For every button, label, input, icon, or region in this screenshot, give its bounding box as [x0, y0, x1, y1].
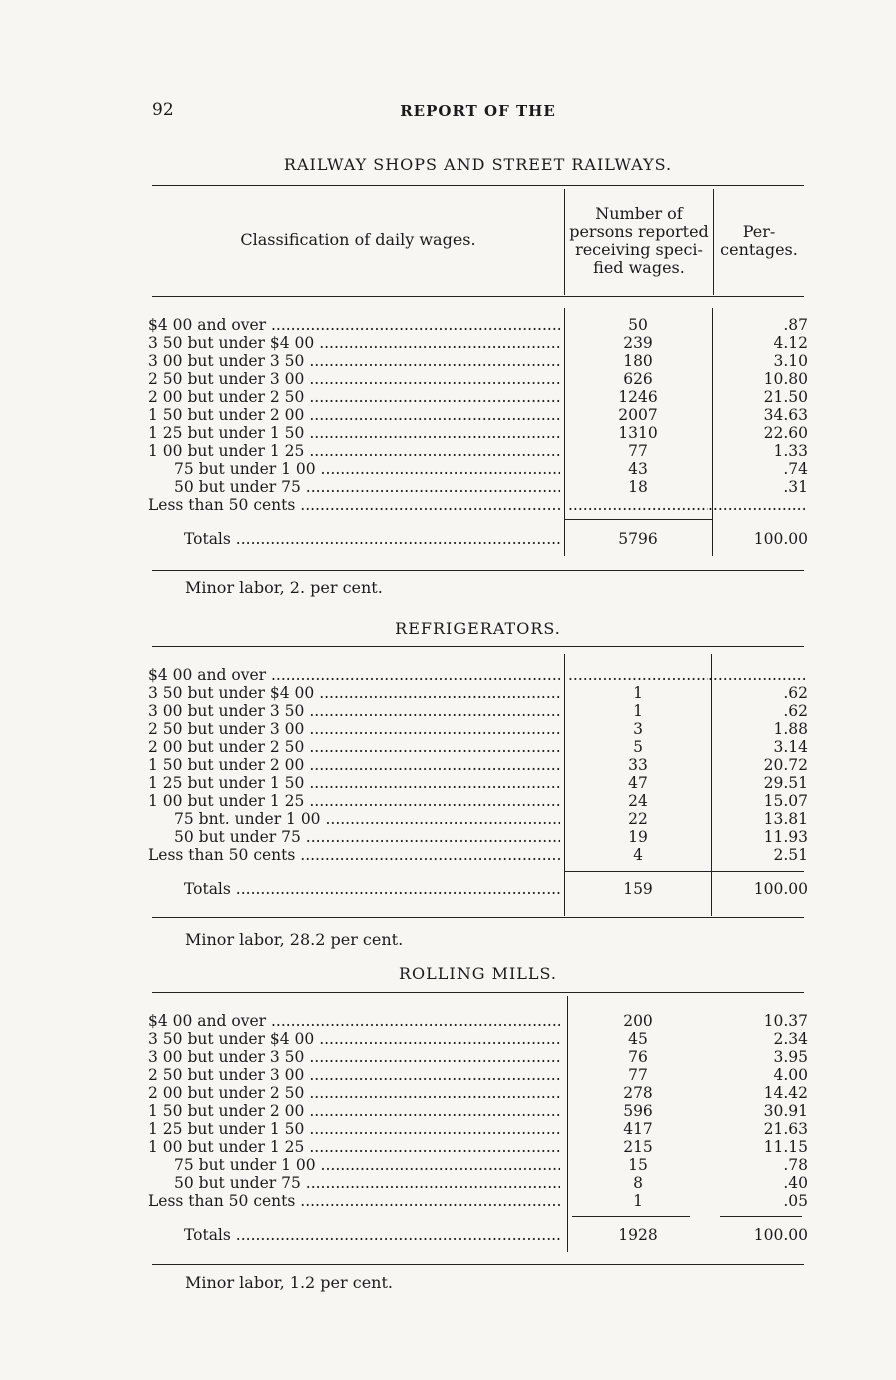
table-row: $4 00 and over ..... 200 10.37 [148, 1012, 808, 1030]
table-row: 75 but under 1 00 ..... 43 .74 [148, 460, 808, 478]
table-row: 2 00 but under 2 50 ..... 278 14.42 [148, 1084, 808, 1102]
table-row: 3 00 but under 3 50 ..... 180 3.10 [148, 352, 808, 370]
table-row: 1 50 but under 2 00 ..... 33 20.72 [148, 756, 808, 774]
footnote: Minor labor, 1.2 per cent. [185, 1273, 393, 1292]
totals-row: Totals ..... 5796 100.00 [148, 530, 808, 548]
column-divider [713, 189, 714, 295]
totals-rule [720, 1216, 802, 1217]
table-row: 50 but under 75 ..... 8 .40 [148, 1174, 808, 1192]
table-row: Less than 50 cents ..... 1 .05 [148, 1192, 808, 1210]
totals-rule [572, 1216, 690, 1217]
table-rule [152, 1264, 804, 1265]
column-divider [564, 189, 565, 295]
table-row: 2 50 but under 3 00 ..... 3 1.88 [148, 720, 808, 738]
table-row: Less than 50 cents ..... 4 2.51 [148, 846, 808, 864]
table-row: 1 25 but under 1 50 ..... 1310 22.60 [148, 424, 808, 442]
table-row: 1 50 but under 2 00 ..... 596 30.91 [148, 1102, 808, 1120]
totals-row: Totals ..... 159 100.00 [148, 880, 808, 898]
table-rule [152, 185, 804, 186]
table-rule [152, 570, 804, 571]
table-row: 50 but under 75 ..... 19 11.93 [148, 828, 808, 846]
table-row: $4 00 and over ..... ..... ..... [148, 666, 808, 684]
totals-row: Totals ..... 1928 100.00 [148, 1226, 808, 1244]
column-header-number: Number of persons reported receiving speci- fied wages. [569, 204, 709, 277]
table-row: 75 bnt. under 1 00 ..... 22 13.81 [148, 810, 808, 828]
totals-rule [565, 871, 804, 872]
header-rule [152, 296, 804, 297]
table-row: 50 but under 75 ..... 18 .31 [148, 478, 808, 496]
table-row: 1 00 but under 1 25 ..... 215 11.15 [148, 1138, 808, 1156]
table-row: 3 50 but under $4 00 ..... 239 4.12 [148, 334, 808, 352]
table-rule [152, 646, 804, 647]
table-row: 75 but under 1 00 ..... 15 .78 [148, 1156, 808, 1174]
table-rule [152, 992, 804, 993]
table-row: 3 50 but under $4 00 ..... 1 .62 [148, 684, 808, 702]
running-title: REPORT OF THE [400, 102, 556, 120]
section-title-railway: RAILWAY SHOPS AND STREET RAILWAYS. [283, 155, 673, 174]
column-header-percent: Per- centages. [720, 222, 798, 259]
table-row: 1 25 but under 1 50 ..... 47 29.51 [148, 774, 808, 792]
table-row: 2 50 but under 3 00 ..... 626 10.80 [148, 370, 808, 388]
table-row: Less than 50 cents ..... ..... ..... [148, 496, 808, 514]
table-row: 2 00 but under 2 50 ..... 5 3.14 [148, 738, 808, 756]
totals-rule [565, 519, 712, 520]
table-row: 3 00 but under 3 50 ..... 1 .62 [148, 702, 808, 720]
footnote: Minor labor, 28.2 per cent. [185, 930, 404, 949]
table-row: $4 00 and over ..... 50 .87 [148, 316, 808, 334]
table-row: 1 25 but under 1 50 ..... 417 21.63 [148, 1120, 808, 1138]
column-header-classification: Classification of daily wages. [240, 230, 476, 249]
footnote: Minor labor, 2. per cent. [185, 578, 383, 597]
table-row: 1 00 but under 1 25 ..... 24 15.07 [148, 792, 808, 810]
table-row: 3 00 but under 3 50 ..... 76 3.95 [148, 1048, 808, 1066]
table-row: 1 00 but under 1 25 ..... 77 1.33 [148, 442, 808, 460]
table-row: 3 50 but under $4 00 ..... 45 2.34 [148, 1030, 808, 1048]
section-title-refrigerators: REFRIGERATORS. [395, 619, 561, 638]
page-number: 92 [152, 100, 174, 120]
table-row: 1 50 but under 2 00 ..... 2007 34.63 [148, 406, 808, 424]
table-row: 2 50 but under 3 00 ..... 77 4.00 [148, 1066, 808, 1084]
table-rule [152, 917, 804, 918]
section-title-rolling-mills: ROLLING MILLS. [398, 964, 558, 983]
table-row: 2 00 but under 2 50 ..... 1246 21.50 [148, 388, 808, 406]
